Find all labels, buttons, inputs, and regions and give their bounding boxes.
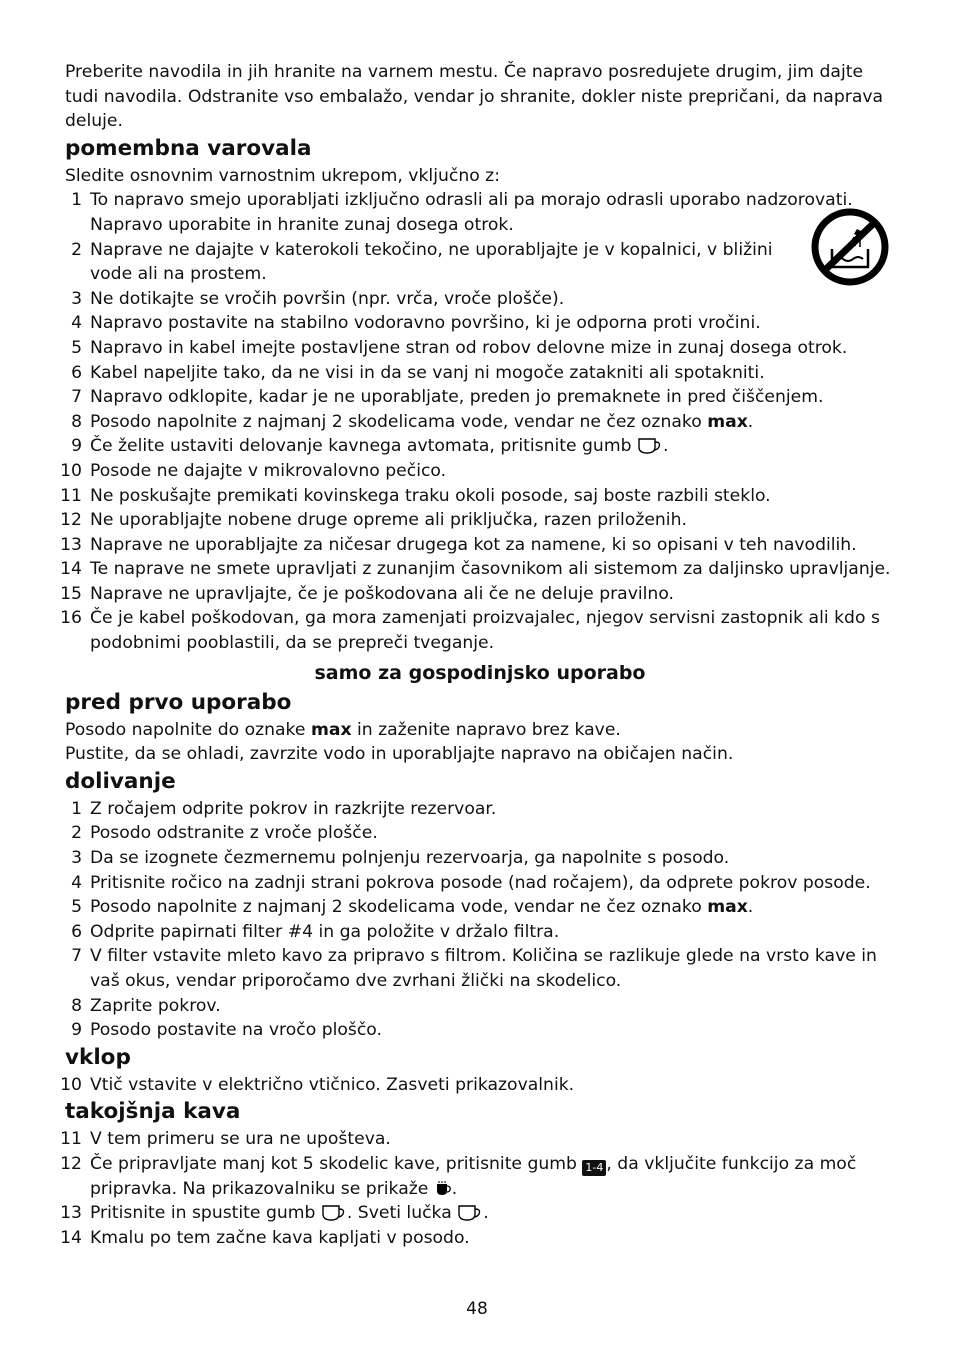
list-item: 10 Vtič vstavite v električno vtičnico. Zasveti prikazovalnik.: [60, 1074, 575, 1095]
list-item: 11 V tem primeru se ura ne upošteva.: [60, 1129, 391, 1150]
list-item: 13 Pritisnite in spustite gumb . Sveti lučka .: [60, 1203, 489, 1224]
list-item: 15 Naprave ne upravljajte, če je poškodovana ali če ne deluje pravilno.: [60, 583, 674, 604]
list-item: 12 Ne uporabljajte nobene druge opreme ali priključka, razen priloženih.: [60, 510, 687, 531]
instant-heading: takojšnja kava: [65, 1099, 241, 1125]
first-use-line-1: Posodo napolnite do oznake max in zaženite napravo brez kave.: [65, 719, 621, 740]
safety-heading: pomembna varovala: [65, 135, 312, 161]
list-item: 16 Če je kabel poškodovan, ga mora zamenjati proizvajalec, njegov servisni zastopnik ali kdo s podobnimi pooblastili, da se prepreči tveganje.: [60, 608, 880, 654]
list-item: 1 Z ročajem odprite pokrov in razkrijte rezervoar.: [71, 798, 497, 819]
first-use-heading: pred prvo uporabo: [65, 689, 292, 715]
safety-list: [60, 188, 895, 655]
list-item: 14 Kmalu po tem začne kava kapljati v posodo.: [60, 1227, 470, 1248]
cup-icon: [637, 437, 663, 455]
list-item: 14 Te naprave ne smete upravljati z zunanjim časovnikom ali sistemom za daljinsko upravljanje.: [60, 559, 891, 580]
intro-paragraph: Preberite navodila in jih hranite na varnem mestu. Če napravo posredujete drugim, jim dajte tudi navodila. Odstranite vso embalažo, vendar jo shranite, dokler niste prepričani, da naprava deluje.: [65, 62, 884, 132]
strength-indicator-icon: [434, 1180, 452, 1198]
list-item: 3 Da se izognete čezmernemu polnjenju rezervoarja, ga napolnite s posodo.: [71, 848, 730, 869]
list-item: 5 Posodo napolnite z najmanj 2 skodelicama vode, vendar ne čez oznako max.: [71, 897, 754, 918]
list-item: 2 Naprave ne dajajte v katerokoli tekočino, ne uporabljajte je v kopalnici, v bližini vode ali na prostem.: [71, 239, 773, 285]
list-item: 2 Posodo odstranite z vroče plošče.: [71, 823, 378, 844]
page-number: 48: [466, 1299, 488, 1319]
list-item: 8 Zaprite pokrov.: [71, 995, 221, 1016]
filling-list: [65, 797, 895, 1043]
list-item: 9 Če želite ustaviti delovanje kavnega avtomata, pritisnite gumb .: [71, 436, 669, 457]
switch-on-list: [60, 1073, 895, 1098]
list-item: 12 Če pripravljate manj kot 5 skodelic kave, pritisnite gumb 1-4 , da vključite funkcijo za moč pripravka. Na prikazovalniku se prikaže .: [60, 1153, 857, 1199]
list-item: 11 Ne poskušajte premikati kovinskega traku okoli posode, saj boste razbili steklo.: [60, 485, 771, 506]
switch-on-heading: vklop: [65, 1044, 131, 1070]
cup-icon: [321, 1204, 347, 1222]
list-item: 10 Posode ne dajajte v mikrovalovno pečico.: [60, 460, 447, 481]
first-use-line-2: Pustite, da se ohladi, zavrzite vodo in uporabljajte napravo na običajen način.: [65, 744, 734, 765]
instant-list: [60, 1127, 895, 1250]
strength-button-icon: 1-4: [582, 1160, 606, 1176]
list-item: 1 To napravo smejo uporabljati izključno odrasli ali pa morajo odrasli uporabo nadzorovati. Napravo uporabite in hranite zunaj dosega otrok.: [71, 190, 853, 235]
list-item: 9 Posodo postavite na vročo ploščo.: [71, 1020, 382, 1041]
list-item: 6 Odprite papirnati filter #4 in ga položite v držalo filtra.: [71, 921, 560, 942]
list-item: 4 Napravo postavite na stabilno vodoravno površino, ki je odporna proti vročini.: [71, 313, 761, 334]
list-item: 4 Pritisnite ročico na zadnji strani pokrova posode (nad ročajem), da odprete pokrov posode.: [71, 872, 871, 893]
safety-lead: Sledite osnovnim varnostnim ukrepom, vključno z:: [65, 165, 500, 186]
filling-heading: dolivanje: [65, 768, 176, 794]
list-item: 7 V filter vstavite mleto kavo za pripravo s filtrom. Količina se razlikuje glede na vrsto kave in vaš okus, vendar priporočamo dve zvrhani žlički na skodelico.: [71, 946, 877, 991]
list-item: 8 Posodo napolnite z najmanj 2 skodelicama vode, vendar ne čez oznako max.: [71, 411, 754, 432]
household-note: samo za gospodinjsko uporabo: [314, 661, 646, 684]
cup-icon: [457, 1204, 483, 1222]
list-item: 5 Napravo in kabel imejte postavljene stran od robov delovne mize in zunaj dosega otrok.: [71, 337, 848, 358]
list-item: 3 Ne dotikajte se vročih površin (npr. vrča, vroče plošče).: [71, 288, 565, 309]
list-item: 6 Kabel napeljite tako, da ne visi in da se vanj ni mogoče zatakniti ali spotakniti.: [71, 362, 765, 383]
list-item: 7 Napravo odklopite, kadar je ne uporabljate, preden jo premaknete in pred čiščenjem.: [71, 387, 824, 408]
list-item: 13 Naprave ne uporabljajte za ničesar drugega kot za namene, ki so opisani v teh navodilih.: [60, 534, 857, 555]
